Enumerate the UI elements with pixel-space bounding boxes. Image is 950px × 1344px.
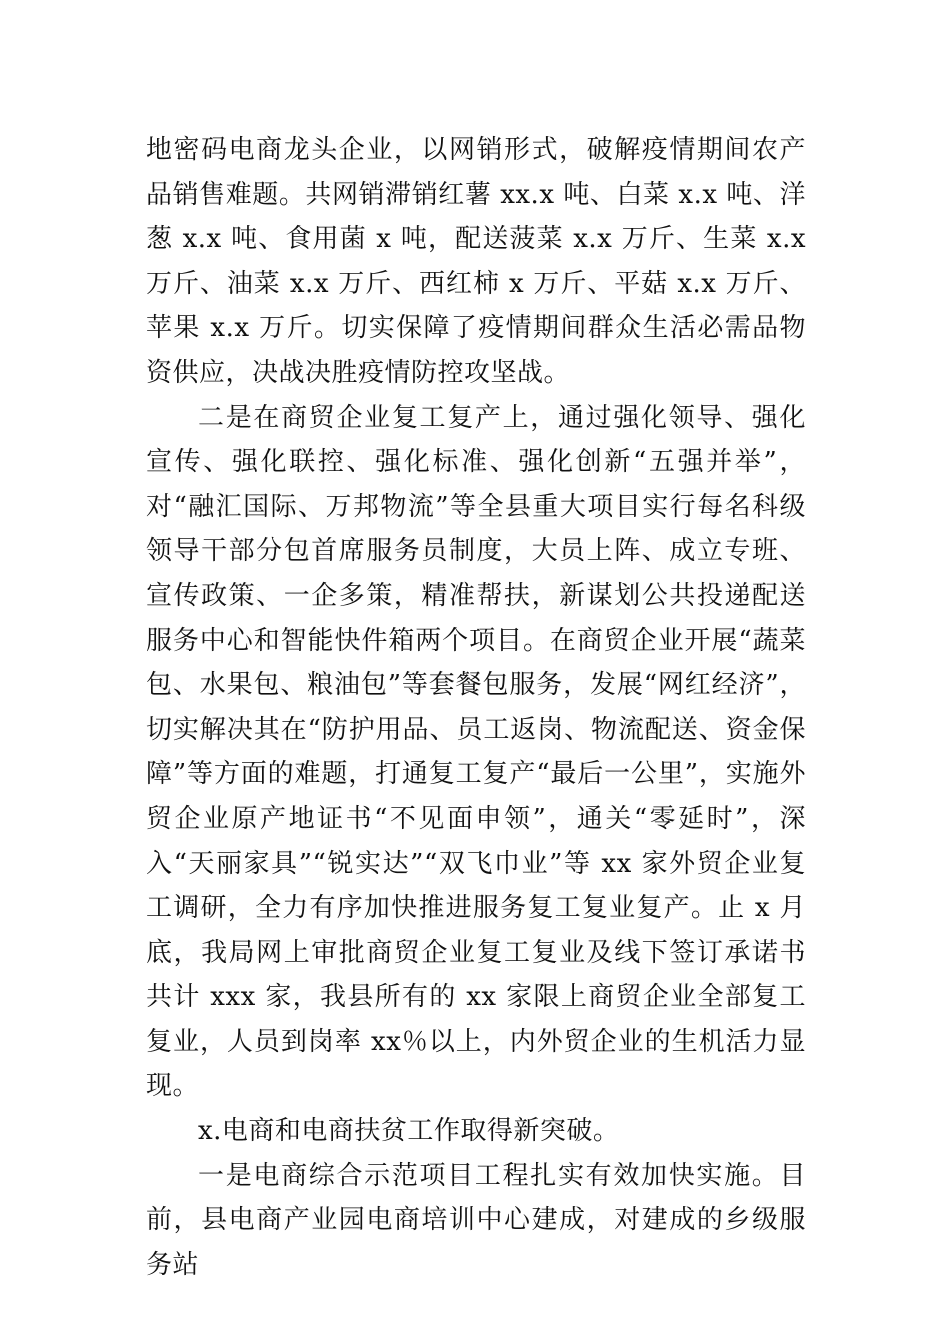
paragraph-business-resumption: 二是在商贸企业复工复产上，通过强化领导、强化宣传、强化联控、强化标准、强化创新“五强并举”，对“融汇国际、万邦物流”等全县重大项目实行每名科级领导干部分包首席服务员制度，大员上阵、成立专班、宣传政策、一企多策，精准帮扶，新谋划公共投递配送服务中心和智能快件箱两个项目。在商贸企业开展“蔬菜包、水果包、粮油包”等套餐包服务，发展“网红经济”，切实解决其在“防护用品、员工返岗、物流配送、资金保障”等方面的难题，打通复工复产“最后一公里”，实施外贸企业原产地证书“不见面申领”，通关“零延时”，深入“天丽家具”“锐实达”“双飞巾业”等 xx 家外贸企业复工调研，全力有序加快推进服务复工复业复产。止 x 月底，我局网上审批商贸企业复工复业及线下签订承诺书共计 xxx 家，我县所有的 xx 家限上商贸企业全部复工复业，人员到岗率 xx％以上，内外贸企业的生机活力显现。 [146,402,806,1102]
section-heading-ecommerce: x.电商和电商扶贫工作取得新突破。 [198,1116,620,1147]
document-body [146,128,806,1287]
paragraph-continuation: 地密码电商龙头企业，以网销形式，破解疫情期间农产品销售难题。共网销滞销红薯 xx.x 吨、白菜 x.x 吨、洋葱 x.x 吨、食用菌 x 吨，配送菠菜 x.x 万斤、生菜 x.x 万斤、油菜 x.x 万斤、西红柿 x 万斤、平菇 x.x 万斤、苹果 x.x 万斤。切实保障了疫情期间群众生活必需品物资供应，决战决胜疫情防控攻坚战。 [146,135,806,388]
paragraph-ecommerce-demo-project: 一是电商综合示范项目工程扎实有效加快实施。目前，县电商产业园电商培训中心建成，对建成的乡级服务站 [146,1160,806,1280]
